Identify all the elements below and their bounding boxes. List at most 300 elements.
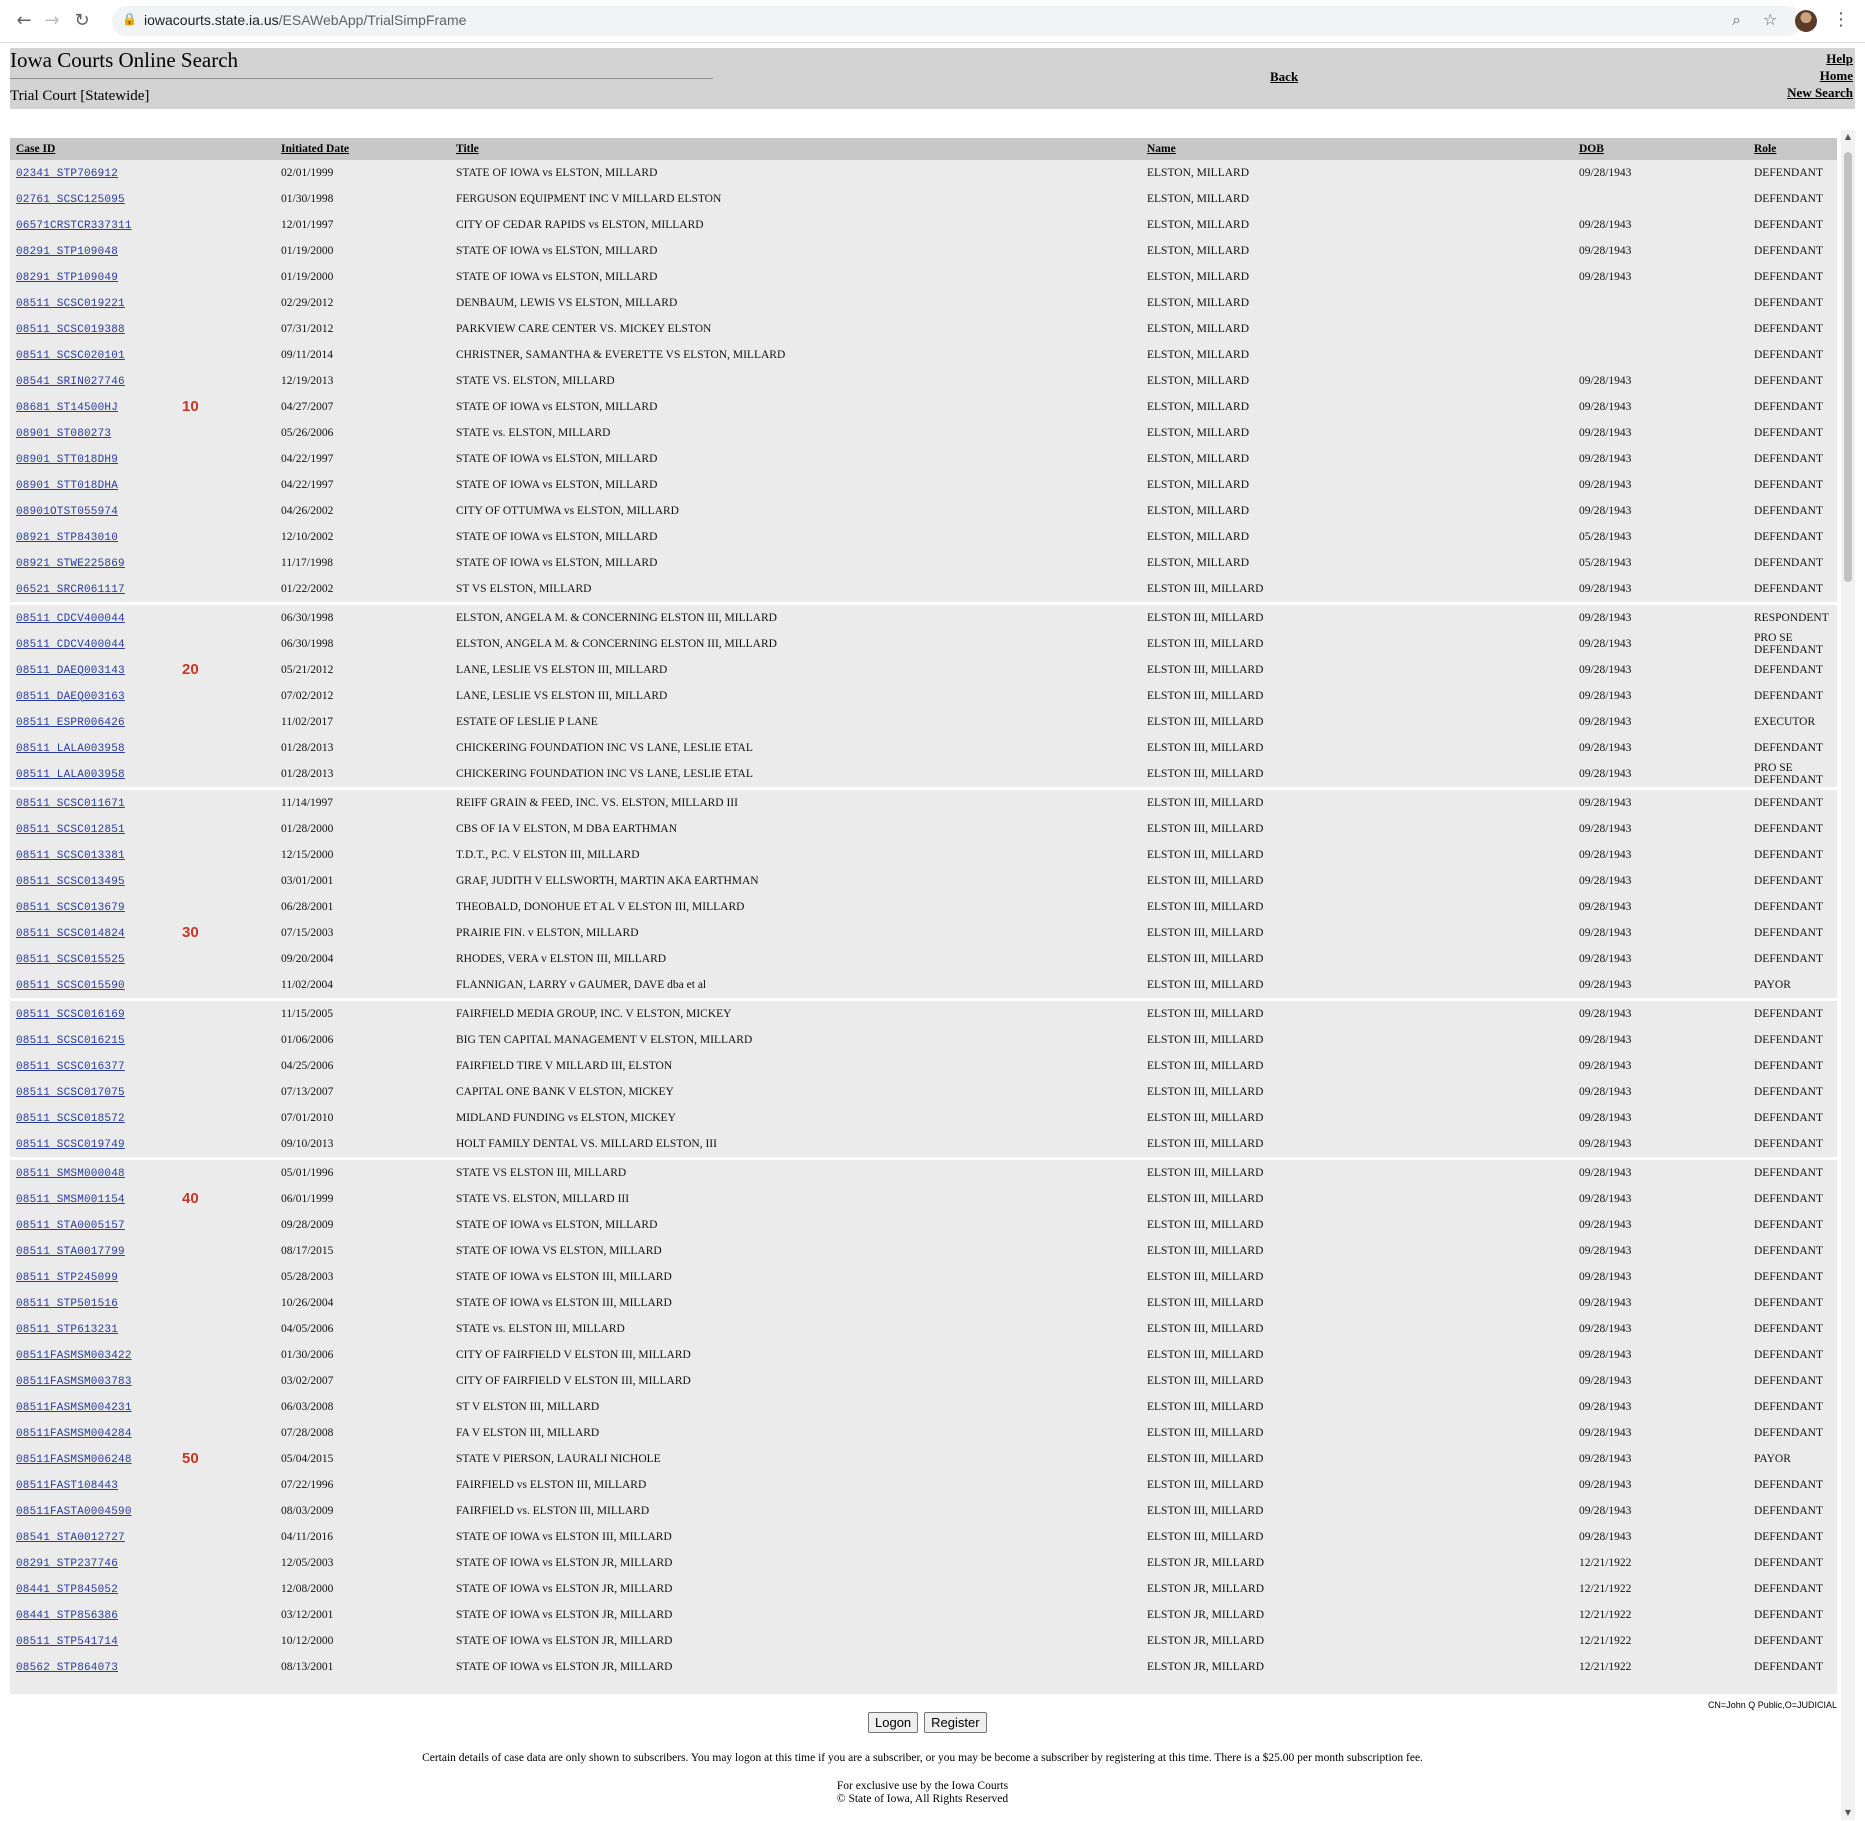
cell-initiated-date: 01/28/2000	[281, 823, 334, 835]
cell-title: ELSTON, ANGELA M. & CONCERNING ELSTON III, MILLARD	[456, 638, 777, 650]
case-id-link[interactable]: 08511FASMSM004231	[16, 1401, 132, 1414]
cell-case-id	[10, 631, 275, 657]
case-id-link[interactable]: 06571CRSTCR337311	[16, 219, 132, 232]
cell-dob: 09/28/1943	[1579, 1479, 1632, 1491]
case-id-link[interactable]: 08511 SCSC019388	[16, 323, 125, 336]
cell-case-id	[10, 868, 275, 894]
cell-title: FERGUSON EQUIPMENT INC V MILLARD ELSTON	[456, 193, 722, 205]
cell-role: DEFENDANT	[1754, 453, 1823, 465]
cell-case-id	[10, 238, 275, 264]
cell-title: STATE OF IOWA vs ELSTON JR, MILLARD	[456, 1557, 673, 1569]
case-id-link[interactable]: 08541 STA0012727	[16, 1531, 125, 1544]
cell-initiated-date: 01/19/2000	[281, 271, 334, 283]
cell-title: STATE OF IOWA vs ELSTON, MILLARD	[456, 245, 658, 257]
reload-icon[interactable]: ↻	[74, 10, 90, 31]
back-link[interactable]: Back	[1270, 69, 1299, 84]
case-id-link[interactable]: 06521 SRCR061117	[16, 583, 125, 596]
case-id-link[interactable]: 08921 STP843010	[16, 531, 119, 544]
cell-initiated-date: 06/03/2008	[281, 1401, 334, 1413]
table-row	[10, 842, 1837, 868]
cell-initiated-date: 01/28/2013	[281, 768, 334, 780]
cell-initiated-date: 12/10/2002	[281, 531, 334, 543]
table-row	[10, 420, 1837, 446]
cell-dob: 09/28/1943	[1579, 1349, 1632, 1361]
cell-case-id	[10, 1316, 275, 1342]
cell-name: ELSTON III, MILLARD	[1147, 1271, 1264, 1283]
cell-name: ELSTON, MILLARD	[1147, 505, 1250, 517]
cell-dob: 09/28/1943	[1579, 875, 1632, 887]
cell-dob: 09/28/1943	[1579, 401, 1632, 413]
cell-title: STATE OF IOWA vs ELSTON, MILLARD	[456, 401, 658, 413]
cell-name: ELSTON III, MILLARD	[1147, 664, 1264, 676]
cell-case-id	[10, 342, 275, 368]
cell-dob: 09/28/1943	[1579, 1193, 1632, 1205]
cell-title: LANE, LESLIE VS ELSTON III, MILLARD	[456, 690, 668, 702]
case-id-link[interactable]: 02341 STP706912	[16, 167, 119, 180]
cell-initiated-date: 06/30/1998	[275, 604, 450, 632]
cell-case-id	[10, 683, 275, 709]
case-id-link[interactable]: 08511FAST108443	[16, 1479, 119, 1492]
table-row	[10, 576, 1837, 604]
cell-dob: 09/28/1943	[1579, 167, 1632, 179]
case-id-link[interactable]: 08511 SCSC016169	[16, 1008, 125, 1021]
case-id-link[interactable]: 08511FASMSM004284	[16, 1427, 132, 1440]
case-id-link[interactable]: 08511 SCSC013495	[16, 875, 125, 888]
cell-case-id	[10, 709, 275, 735]
cell-case-id	[10, 524, 275, 550]
case-id-link[interactable]: 08511 SMSM001154	[16, 1193, 125, 1206]
case-id-link[interactable]: 08291 STP109048	[16, 245, 119, 258]
cell-case-id	[10, 1602, 275, 1628]
table-row	[10, 894, 1837, 920]
address-bar[interactable]	[112, 6, 1802, 36]
table-row	[10, 1576, 1837, 1602]
cell-title: FAIRFIELD vs. ELSTON III, MILLARD	[456, 1505, 650, 1517]
cell-initiated-date: 04/27/2007	[281, 401, 334, 413]
case-id-link[interactable]: 08511 SCSC011671	[16, 797, 125, 810]
table-row	[10, 1472, 1837, 1498]
cell-dob: 09/28/1943	[1579, 479, 1632, 491]
cell-role: DEFENDANT	[1754, 557, 1823, 569]
help-link[interactable]: Help	[1826, 51, 1853, 66]
cell-role: DEFENDANT	[1754, 690, 1823, 702]
cell-role: PRO SE DEFENDANT	[1754, 632, 1823, 656]
cell-case-id	[10, 946, 275, 972]
case-id-link[interactable]: 02761 SCSC125095	[16, 193, 125, 206]
cell-dob: 05/28/1943	[1579, 531, 1632, 543]
case-id-link[interactable]: 08511 STP613231	[16, 1323, 119, 1336]
cell-role: DEFENDANT	[1754, 1531, 1823, 1543]
cell-case-id	[10, 842, 275, 868]
table-row	[10, 972, 1837, 1000]
copyright-text: © State of Iowa, All Rights Reserved	[836, 1793, 1009, 1805]
case-id-link[interactable]: 08511 SCSC018572	[16, 1112, 125, 1125]
cell-role: PAYOR	[1754, 979, 1791, 991]
table-row	[10, 1186, 1837, 1212]
table-row	[10, 264, 1837, 290]
cell-title: STATE vs. ELSTON III, MILLARD	[456, 1323, 625, 1335]
cell-name: ELSTON III, MILLARD	[1141, 604, 1573, 632]
cell-role: DEFENDANT	[1754, 1219, 1823, 1231]
table-row	[10, 816, 1837, 842]
cell-role: DEFENDANT	[1754, 875, 1823, 887]
cell-role: DEFENDANT	[1754, 1323, 1823, 1335]
case-id-link[interactable]: 08511 DAEQ003163	[16, 690, 125, 703]
page-scrollbar[interactable]	[1841, 130, 1855, 1820]
cell-dob: 09/28/1943	[1579, 1112, 1632, 1124]
case-id-link[interactable]: 08511FASTA0004590	[16, 1505, 132, 1518]
cell-case-id	[10, 394, 275, 420]
cell-name: ELSTON III, MILLARD	[1147, 1138, 1264, 1150]
cell-title: LANE, LESLIE VS ELSTON III, MILLARD	[456, 664, 668, 676]
cell-name: ELSTON III, MILLARD	[1147, 1323, 1264, 1335]
case-id-link[interactable]: 08511 LALA003958	[16, 742, 125, 755]
row-count-marker: 10	[182, 398, 199, 415]
case-id-link[interactable]: 08511 STA0005157	[16, 1219, 125, 1232]
case-id-link[interactable]: 08511 SCSC019221	[16, 297, 125, 310]
cell-role: DEFENDANT	[1754, 1138, 1823, 1150]
cell-name: ELSTON, MILLARD	[1147, 219, 1250, 231]
cell-dob: 09/28/1943	[1579, 638, 1632, 650]
case-id-link[interactable]: 08511 SCSC014824	[16, 927, 125, 940]
row-count-marker: 50	[182, 1450, 199, 1467]
scrollbar-thumb[interactable]	[1844, 152, 1852, 582]
case-id-link[interactable]: 08511 LALA003958	[16, 768, 125, 781]
cell-name: ELSTON, MILLARD	[1147, 453, 1250, 465]
cell-role: DEFENDANT	[1754, 927, 1823, 939]
cell-initiated-date: 03/02/2007	[281, 1375, 334, 1387]
star-icon[interactable]: ☆	[1763, 10, 1778, 29]
case-id-link[interactable]: 08511 SCSC017075	[16, 1086, 125, 1099]
cell-dob: 09/28/1943	[1579, 219, 1632, 231]
cell-initiated-date: 08/13/2001	[281, 1661, 334, 1673]
case-id-link[interactable]: 08901OTST055974	[16, 505, 119, 518]
table-row	[10, 472, 1837, 498]
cell-role: DEFENDANT	[1754, 1060, 1823, 1072]
cell-case-id	[10, 212, 275, 238]
cell-name: ELSTON III, MILLARD	[1147, 1401, 1264, 1413]
case-id-link[interactable]: 08511 SCSC013679	[16, 901, 125, 914]
case-id-link[interactable]: 08511 SMSM000048	[16, 1167, 125, 1180]
cell-dob: 09/28/1943	[1579, 505, 1632, 517]
case-id-link[interactable]: 08511 SCSC012851	[16, 823, 125, 836]
cell-title: MIDLAND FUNDING vs ELSTON, MICKEY	[456, 1112, 676, 1124]
cell-initiated-date: 11/15/2005	[275, 1000, 450, 1028]
cell-case-id	[10, 1159, 275, 1187]
case-id-link[interactable]: 08511 DAEQ003143	[16, 664, 125, 677]
cell-dob: 09/28/1943	[1579, 1138, 1632, 1150]
table-row	[10, 1602, 1837, 1628]
cell-title: STATE OF IOWA VS ELSTON, MILLARD	[456, 1245, 662, 1257]
case-id-link[interactable]: 08291 STP109049	[16, 271, 119, 284]
cell-case-id	[10, 1446, 275, 1472]
cell-initiated-date: 04/22/1997	[281, 479, 334, 491]
case-id-link[interactable]: 08511 SCSC020101	[16, 349, 125, 362]
cell-case-id	[10, 1290, 275, 1316]
cell-dob: 09/28/1943	[1579, 375, 1632, 387]
case-id-link[interactable]: 08921 STWE225869	[16, 557, 125, 570]
table-row	[10, 1105, 1837, 1131]
case-id-link[interactable]: 08511 STA0017799	[16, 1245, 125, 1258]
cell-name: ELSTON III, MILLARD	[1147, 690, 1264, 702]
cell-dob: 09/28/1943	[1579, 1323, 1632, 1335]
cell-title: PARKVIEW CARE CENTER VS. MICKEY ELSTON	[456, 323, 712, 335]
case-id-link[interactable]: 08681 ST14500HJ	[16, 401, 119, 414]
cell-case-id	[10, 1105, 275, 1131]
cell-title: PRAIRIE FIN. v ELSTON, MILLARD	[456, 927, 639, 939]
browser-toolbar	[0, 0, 1865, 43]
cell-dob: 09/28/1943	[1579, 927, 1632, 939]
cell-initiated-date: 07/13/2007	[281, 1086, 334, 1098]
case-id-link[interactable]: 08511 CDCV400044	[16, 638, 125, 651]
home-link[interactable]: Home	[1819, 68, 1853, 83]
case-id-link[interactable]: 08901 ST080273	[16, 427, 112, 440]
cell-name: ELSTON III, MILLARD	[1147, 875, 1264, 887]
table-row	[10, 1000, 1837, 1028]
cell-title: CITY OF CEDAR RAPIDS vs ELSTON, MILLARD	[456, 219, 704, 231]
cell-title: CITY OF FAIRFIELD V ELSTON III, MILLARD	[456, 1375, 691, 1387]
cell-title: FA V ELSTON III, MILLARD	[456, 1427, 600, 1439]
case-id-link[interactable]: 08291 STP237746	[16, 1557, 119, 1570]
cell-dob: 09/28/1943	[1579, 1453, 1632, 1465]
cell-title: REIFF GRAIN & FEED, INC. VS. ELSTON, MILLARD III	[450, 789, 1141, 817]
cell-case-id	[10, 972, 275, 1000]
cell-title: FAIRFIELD TIRE V MILLARD III, ELSTON	[456, 1060, 673, 1072]
cell-initiated-date: 06/30/1998	[281, 638, 334, 650]
cell-dob: 09/28/1943	[1579, 1086, 1632, 1098]
scroll-down-arrow-icon[interactable]: ▼	[1844, 1808, 1852, 1817]
cell-initiated-date: 01/19/2000	[281, 245, 334, 257]
cell-name: ELSTON III, MILLARD	[1147, 1297, 1264, 1309]
case-id-link[interactable]: 08562 STP864073	[16, 1661, 119, 1674]
table-row	[10, 290, 1837, 316]
new-search-link[interactable]: New Search	[1787, 85, 1853, 100]
zoom-icon[interactable]: ⌕	[1732, 10, 1741, 29]
cell-role: DEFENDANT	[1754, 1086, 1823, 1098]
cell-initiated-date: 09/20/2004	[281, 953, 334, 965]
cell-name: ELSTON III, MILLARD	[1147, 1060, 1264, 1072]
case-id-link[interactable]: 08511 SCSC016377	[16, 1060, 125, 1073]
cell-title: STATE OF IOWA vs ELSTON, MILLARD	[456, 1219, 658, 1231]
case-id-link[interactable]: 08511 STP501516	[16, 1297, 119, 1310]
cell-dob: 09/28/1943	[1579, 1427, 1632, 1439]
cell-initiated-date: 12/19/2013	[281, 375, 334, 387]
logon-button[interactable]: Logon	[868, 1712, 918, 1733]
cell-role: DEFENDANT	[1754, 823, 1823, 835]
cell-initiated-date: 03/01/2001	[281, 875, 334, 887]
cell-role: PAYOR	[1754, 1453, 1791, 1465]
table-row	[10, 946, 1837, 972]
cell-initiated-date: 12/08/2000	[281, 1583, 334, 1595]
cell-initiated-date: 01/06/2006	[281, 1034, 334, 1046]
cell-case-id	[10, 160, 275, 186]
case-id-link[interactable]: 08511 CDCV400044	[16, 612, 125, 625]
col-dob[interactable]	[1573, 138, 1748, 160]
col-initiated-date-label: Initiated Date	[281, 143, 350, 155]
cell-title: STATE OF IOWA vs ELSTON III, MILLARD	[456, 1297, 672, 1309]
row-count-marker: 40	[182, 1190, 199, 1207]
cell-title: STATE OF IOWA vs ELSTON, MILLARD	[456, 167, 658, 179]
cell-name: ELSTON JR, MILLARD	[1147, 1661, 1265, 1673]
cell-role: DEFENDANT	[1754, 1034, 1823, 1046]
cell-initiated-date: 11/17/1998	[281, 557, 333, 569]
case-id-link[interactable]: 08511 ESPR006426	[16, 716, 125, 729]
cell-role: DEFENDANT	[1754, 664, 1823, 676]
cell-role: DEFENDANT	[1754, 349, 1823, 361]
cell-name: ELSTON III, MILLARD	[1147, 1427, 1264, 1439]
case-id-link[interactable]: 08441 STP856386	[16, 1609, 119, 1622]
cell-dob: 12/21/1922	[1579, 1583, 1632, 1595]
cell-role: EXECUTOR	[1754, 716, 1816, 728]
cell-title: CAPITAL ONE BANK V ELSTON, MICKEY	[456, 1086, 674, 1098]
table-row	[10, 1290, 1837, 1316]
cell-dob: 12/21/1922	[1579, 1661, 1632, 1673]
col-name[interactable]	[1141, 138, 1573, 160]
table-row	[10, 1420, 1837, 1446]
cell-name: ELSTON III, MILLARD	[1147, 1193, 1264, 1205]
case-id-link[interactable]: 08511 STP245099	[16, 1271, 119, 1284]
cell-role: DEFENDANT	[1748, 1159, 1837, 1187]
cell-initiated-date: 08/17/2015	[281, 1245, 334, 1257]
cell-initiated-date: 01/28/2013	[281, 742, 334, 754]
table-row	[10, 1628, 1837, 1654]
cell-title: HOLT FAMILY DENTAL VS. MILLARD ELSTON, III	[456, 1138, 717, 1150]
case-id-link[interactable]: 08511 SCSC013381	[16, 849, 125, 862]
cell-dob: 09/28/1943	[1573, 789, 1748, 817]
cell-initiated-date: 10/12/2000	[281, 1635, 334, 1647]
cell-name: ELSTON III, MILLARD	[1147, 901, 1264, 913]
cell-title: CITY OF FAIRFIELD V ELSTON III, MILLARD	[456, 1349, 691, 1361]
cell-name: ELSTON III, MILLARD	[1147, 1219, 1264, 1231]
cell-case-id	[10, 1342, 275, 1368]
table-row	[10, 1238, 1837, 1264]
cell-case-id	[10, 1027, 275, 1053]
cell-initiated-date: 05/21/2012	[281, 664, 334, 676]
cell-case-id	[10, 290, 275, 316]
table-row	[10, 761, 1837, 789]
cell-dob: 09/28/1943	[1579, 1245, 1632, 1257]
cell-role: DEFENDANT	[1754, 1349, 1823, 1361]
cell-case-id	[10, 498, 275, 524]
table-row	[10, 1212, 1837, 1238]
title-divider	[10, 78, 713, 79]
case-id-link[interactable]: 08511FASMSM003422	[16, 1349, 132, 1362]
cell-initiated-date: 01/22/2002	[281, 583, 334, 595]
profile-avatar[interactable]	[1795, 10, 1817, 32]
cell-name: ELSTON III, MILLARD	[1147, 638, 1264, 650]
table-row	[10, 1524, 1837, 1550]
cell-case-id	[10, 446, 275, 472]
cell-initiated-date: 07/22/1996	[281, 1479, 334, 1491]
cell-name: ELSTON, MILLARD	[1147, 271, 1250, 283]
cell-name: ELSTON, MILLARD	[1147, 401, 1250, 413]
cell-case-id	[10, 1394, 275, 1420]
col-initiated-date[interactable]	[275, 138, 450, 160]
cell-role: PRO SE DEFENDANT	[1754, 762, 1823, 786]
table-row	[10, 498, 1837, 524]
cell-role: DEFENDANT	[1754, 271, 1823, 283]
cell-initiated-date: 12/15/2000	[281, 849, 334, 861]
cell-title: CHICKERING FOUNDATION INC VS LANE, LESLIE ETAL	[456, 742, 753, 754]
cell-case-id	[10, 1654, 275, 1680]
cell-initiated-date: 03/12/2001	[281, 1609, 334, 1621]
cell-initiated-date: 12/01/1997	[281, 219, 334, 231]
case-id-link[interactable]: 08541 SRIN027746	[16, 375, 125, 388]
cell-role: DEFENDANT	[1754, 742, 1823, 754]
scroll-up-arrow-icon[interactable]: ▲	[1844, 132, 1852, 141]
cell-name: ELSTON III, MILLARD	[1147, 1453, 1264, 1465]
cell-role: DEFENDANT	[1754, 1479, 1823, 1491]
cell-name: ELSTON, MILLARD	[1147, 427, 1250, 439]
register-button[interactable]: Register	[924, 1712, 986, 1733]
cell-role: DEFENDANT	[1754, 531, 1823, 543]
cell-name: ELSTON JR, MILLARD	[1147, 1609, 1265, 1621]
cell-role: DEFENDANT	[1754, 1505, 1823, 1517]
forward-arrow-icon[interactable]: →	[44, 10, 60, 31]
cell-title: STATE OF IOWA vs ELSTON JR, MILLARD	[456, 1635, 673, 1647]
cell-case-id	[10, 1524, 275, 1550]
cell-case-id	[10, 576, 275, 604]
cell-title: T.D.T., P.C. V ELSTON III, MILLARD	[456, 849, 640, 861]
cell-name: ELSTON III, MILLARD	[1147, 1349, 1264, 1361]
table-row	[10, 1550, 1837, 1576]
cell-title: ST VS ELSTON, MILLARD	[456, 583, 592, 595]
cell-dob: 09/28/1943	[1579, 1034, 1632, 1046]
case-id-link[interactable]: 08511 STP541714	[16, 1635, 119, 1648]
case-id-link[interactable]: 08511 SCSC015590	[16, 979, 125, 992]
case-id-link[interactable]: 08901 STT018DH9	[16, 453, 119, 466]
cell-name: ELSTON III, MILLARD	[1147, 823, 1264, 835]
col-title-label: Title	[456, 143, 479, 155]
cell-title: STATE OF IOWA vs ELSTON, MILLARD	[456, 557, 658, 569]
url-path: /ESAWebApp/TrialSimpFrame	[278, 12, 467, 28]
back-arrow-icon[interactable]: ←	[16, 10, 32, 31]
cell-title: CITY OF OTTUMWA vs ELSTON, MILLARD	[456, 505, 679, 517]
col-title[interactable]	[450, 138, 1141, 160]
cell-role: DEFENDANT	[1754, 1635, 1823, 1647]
table-row	[10, 342, 1837, 368]
col-case-id[interactable]	[10, 138, 275, 160]
cell-role: DEFENDANT	[1754, 1112, 1823, 1124]
col-role[interactable]	[1748, 138, 1837, 160]
cell-case-id	[10, 1628, 275, 1654]
case-id-link[interactable]: 08901 STT018DHA	[16, 479, 119, 492]
case-id-link[interactable]: 08511FASMSM006248	[16, 1453, 132, 1466]
cell-role: DEFENDANT	[1754, 219, 1823, 231]
cell-name: ELSTON, MILLARD	[1147, 297, 1250, 309]
lock-icon: 🔒	[122, 12, 137, 26]
case-id-link[interactable]: 08441 STP845052	[16, 1583, 119, 1596]
case-id-link[interactable]: 08511FASMSM003783	[16, 1375, 132, 1388]
cell-title: CBS OF IA V ELSTON, M DBA EARTHMAN	[456, 823, 678, 835]
cell-case-id	[10, 894, 275, 920]
cell-case-id	[10, 1053, 275, 1079]
auth-buttons	[868, 1712, 989, 1733]
url-host: iowacourts.state.ia.us	[144, 12, 279, 28]
cell-title: CHICKERING FOUNDATION INC VS LANE, LESLIE ETAL	[456, 768, 753, 780]
cell-name: ELSTON III, MILLARD	[1147, 768, 1264, 780]
case-id-link[interactable]: 08511 SCSC016215	[16, 1034, 125, 1047]
kebab-menu-icon[interactable]: ⋮	[1832, 9, 1850, 30]
row-count-marker: 30	[182, 924, 199, 941]
cell-name: ELSTON, MILLARD	[1147, 193, 1250, 205]
cell-name: ELSTON III, MILLARD	[1147, 849, 1264, 861]
case-id-link[interactable]: 08511 SCSC015525	[16, 953, 125, 966]
cell-case-id	[10, 368, 275, 394]
court-subtitle: Trial Court [Statewide]	[10, 88, 150, 104]
case-id-link[interactable]: 08511 SCSC019749	[16, 1138, 125, 1151]
cell-dob: 09/28/1943	[1579, 979, 1632, 991]
